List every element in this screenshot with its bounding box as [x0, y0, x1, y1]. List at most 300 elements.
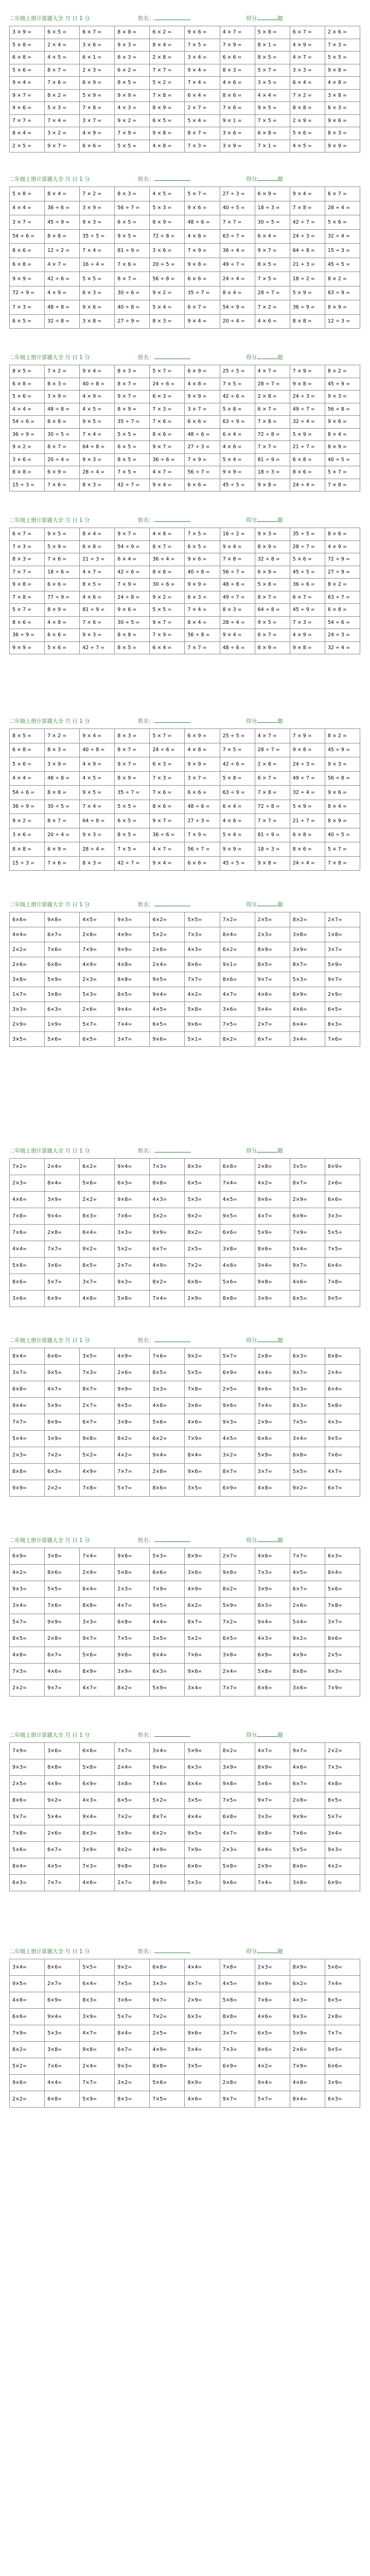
problem-cell[interactable]: 5 × 4 = [150, 300, 185, 315]
problem-cell[interactable]: 3×6= [150, 1858, 185, 1875]
problem-cell[interactable]: 4×6= [290, 1759, 325, 1776]
problem-cell[interactable]: 7×8= [325, 1274, 360, 1291]
problem-cell[interactable]: 3×9= [290, 942, 325, 957]
problem-cell[interactable]: 3×8= [220, 1241, 255, 1258]
problem-cell[interactable]: 2 × 8 = [255, 391, 290, 403]
problem-cell[interactable]: 8 × 7 = [255, 591, 290, 604]
problem-cell[interactable]: 6 × 4 = [255, 229, 290, 244]
problem-cell[interactable]: 2×3= [80, 972, 115, 987]
problem-cell[interactable]: 56 ÷ 7 = [220, 566, 255, 579]
problem-cell[interactable]: 5×6= [255, 1776, 290, 1792]
problem-cell[interactable]: 4×8= [220, 1258, 255, 1274]
problem-cell[interactable]: 9 × 5 = [45, 528, 80, 541]
problem-cell[interactable]: 7 × 6 = [45, 77, 80, 90]
problem-cell[interactable]: 8 × 3 = [45, 378, 80, 391]
problem-cell[interactable]: 7 × 9 = [185, 244, 220, 258]
problem-cell[interactable]: 8×9= [255, 1759, 290, 1776]
problem-cell[interactable]: 6×3= [115, 1175, 150, 1192]
problem-cell[interactable]: 8 × 8 = [45, 229, 80, 244]
problem-cell[interactable]: 5 × 9 = [290, 428, 325, 441]
problem-cell[interactable]: 8 × 6 = [150, 800, 185, 814]
problem-cell[interactable]: 7×7= [185, 972, 220, 987]
problem-cell[interactable]: 6 × 7 = [255, 403, 290, 416]
problem-cell[interactable]: 32 ÷ 4 = [325, 229, 360, 244]
problem-cell[interactable]: 35 ÷ 5 = [290, 528, 325, 541]
problem-cell[interactable]: 36 ÷ 4 = [220, 244, 255, 258]
problem-cell[interactable]: 8×4= [220, 927, 255, 942]
problem-cell[interactable]: 6 × 5 = [185, 540, 220, 553]
problem-cell[interactable]: 3×3= [255, 1809, 290, 1825]
problem-cell[interactable]: 4×9= [150, 2042, 185, 2058]
problem-cell[interactable]: 2×6= [290, 1598, 325, 1614]
problem-cell[interactable]: 9×6= [185, 1017, 220, 1032]
problem-cell[interactable]: 3×9= [80, 2009, 115, 2025]
problem-cell[interactable]: 8 × 3 = [115, 187, 150, 201]
problem-cell[interactable]: 6×5= [115, 1792, 150, 1809]
problem-cell[interactable]: 5×5= [185, 1365, 220, 1381]
problem-cell[interactable]: 6×5= [255, 2025, 290, 2042]
problem-cell[interactable]: 8×2= [290, 912, 325, 927]
problem-cell[interactable]: 2×9= [10, 1017, 45, 1032]
problem-cell[interactable]: 9 × 3 = [325, 757, 360, 772]
problem-cell[interactable]: 9 × 2 = [150, 591, 185, 604]
problem-cell[interactable]: 6×7= [325, 1480, 360, 1497]
problem-cell[interactable]: 5×4= [290, 1241, 325, 1258]
problem-cell[interactable]: 3×4= [290, 1431, 325, 1447]
problem-cell[interactable]: 7×3= [80, 1858, 115, 1875]
problem-cell[interactable]: 8 × 5 = [115, 77, 150, 90]
problem-cell[interactable]: 5×2= [150, 927, 185, 942]
problem-cell[interactable]: 8 × 7 = [185, 127, 220, 140]
problem-cell[interactable]: 8×3= [80, 1992, 115, 2009]
problem-cell[interactable]: 7 × 5 = [185, 39, 220, 52]
problem-cell[interactable]: 9×8= [45, 912, 80, 927]
problem-cell[interactable]: 8 × 9 = [255, 641, 290, 654]
problem-cell[interactable]: 6×6= [80, 1743, 115, 1759]
problem-cell[interactable]: 9 × 2 = [150, 286, 185, 300]
problem-cell[interactable]: 8 × 7 = [115, 272, 150, 286]
problem-cell[interactable]: 5 × 3 = [150, 201, 185, 215]
problem-cell[interactable]: 9 × 2 = [10, 814, 45, 828]
problem-cell[interactable]: 36 ÷ 9 = [10, 629, 45, 642]
problem-cell[interactable]: 7 × 5 = [185, 528, 220, 541]
problem-cell[interactable]: 3×6= [290, 1680, 325, 1697]
problem-cell[interactable]: 6×5= [290, 1291, 325, 1307]
problem-cell[interactable]: 6×8= [290, 1447, 325, 1464]
problem-cell[interactable]: 8×8= [220, 2009, 255, 2025]
problem-cell[interactable]: 9×9= [290, 1809, 325, 1825]
problem-cell[interactable]: 5×6= [325, 1581, 360, 1598]
score-field[interactable] [246, 1336, 283, 1344]
problem-cell[interactable]: 6×7= [290, 1581, 325, 1598]
problem-cell[interactable]: 5×2= [115, 1241, 150, 1258]
problem-cell[interactable]: 8×9= [80, 1664, 115, 1680]
problem-cell[interactable]: 48 ÷ 6 = [220, 641, 255, 654]
problem-cell[interactable]: 21 ÷ 7 = [290, 814, 325, 828]
problem-cell[interactable]: 6 × 8 = [10, 378, 45, 391]
problem-cell[interactable]: 6 × 9 = [80, 77, 115, 90]
problem-cell[interactable]: 3 × 7 = [10, 215, 45, 230]
problem-cell[interactable]: 2×8= [255, 1159, 290, 1175]
problem-cell[interactable]: 4 × 7 = [255, 729, 290, 743]
problem-cell[interactable]: 27 ÷ 3 = [185, 441, 220, 454]
problem-cell[interactable]: 9 × 7 = [10, 89, 45, 102]
problem-cell[interactable]: 28 ÷ 7 = [290, 540, 325, 553]
problem-cell[interactable]: 42 ÷ 7 = [80, 641, 115, 654]
problem-cell[interactable]: 8×3= [185, 1159, 220, 1175]
problem-cell[interactable]: 2×7= [115, 1875, 150, 1891]
problem-cell[interactable]: 5×8= [185, 1002, 220, 1017]
problem-cell[interactable]: 4×8= [80, 1291, 115, 1307]
problem-cell[interactable]: 6×4= [290, 1017, 325, 1032]
problem-cell[interactable]: 7 × 3 = [10, 540, 45, 553]
problem-cell[interactable]: 4×5= [150, 1002, 185, 1017]
problem-cell[interactable]: 7 × 5 = [220, 743, 255, 757]
problem-cell[interactable]: 3×8= [45, 987, 80, 1002]
problem-cell[interactable]: 20 ÷ 4 = [45, 828, 80, 842]
problem-cell[interactable]: 8×4= [115, 2025, 150, 2042]
problem-cell[interactable]: 3×7= [80, 1274, 115, 1291]
problem-cell[interactable]: 6 × 1 = [80, 52, 115, 64]
problem-cell[interactable]: 4 × 4 = [10, 201, 45, 215]
problem-cell[interactable]: 9×6= [150, 1032, 185, 1047]
problem-cell[interactable]: 5×7= [255, 2091, 290, 2108]
problem-cell[interactable]: 5×7= [325, 1809, 360, 1825]
problem-cell[interactable]: 9 × 9 = [220, 842, 255, 857]
problem-cell[interactable]: 6×9= [45, 1291, 80, 1307]
problem-cell[interactable]: 7 × 8 = [325, 479, 360, 492]
problem-cell[interactable]: 7 × 4 = [185, 604, 220, 617]
problem-cell[interactable]: 3 × 2 = [45, 127, 80, 140]
problem-cell[interactable]: 8 × 7 = [45, 441, 80, 454]
problem-cell[interactable]: 2×6= [45, 1825, 80, 1842]
problem-cell[interactable]: 7 × 2 = [45, 729, 80, 743]
problem-cell[interactable]: 4 × 5 = [80, 771, 115, 786]
problem-cell[interactable]: 7×9= [290, 1225, 325, 1241]
problem-cell[interactable]: 9 × 4 = [80, 365, 115, 378]
problem-cell[interactable]: 9×7= [150, 1992, 185, 2009]
problem-cell[interactable]: 9 × 3 = [80, 453, 115, 466]
problem-cell[interactable]: 9×2= [290, 1631, 325, 1647]
problem-cell[interactable]: 6 × 6 = [185, 479, 220, 492]
problem-cell[interactable]: 6×3= [325, 2091, 360, 2108]
problem-cell[interactable]: 27 ÷ 3 = [185, 814, 220, 828]
problem-cell[interactable]: 2×2= [10, 1680, 45, 1697]
problem-cell[interactable]: 2×8= [290, 1792, 325, 1809]
problem-cell[interactable]: 7×6= [45, 1598, 80, 1614]
problem-cell[interactable]: 30 ÷ 5 = [255, 215, 290, 230]
problem-cell[interactable]: 5 × 9 = [80, 89, 115, 102]
problem-cell[interactable]: 4×6= [255, 1548, 290, 1565]
problem-cell[interactable]: 4×8= [290, 2075, 325, 2091]
problem-cell[interactable]: 9 × 6 = [185, 201, 220, 215]
score-field[interactable] [246, 1947, 283, 1955]
problem-cell[interactable]: 3×5= [185, 1480, 220, 1497]
problem-cell[interactable]: 9 × 9 = [115, 89, 150, 102]
problem-cell[interactable]: 6 × 3 = [80, 286, 115, 300]
problem-cell[interactable]: 2×4= [150, 957, 185, 972]
problem-cell[interactable]: 36 ÷ 6 = [150, 828, 185, 842]
problem-cell[interactable]: 9 × 2 = [115, 114, 150, 127]
problem-cell[interactable]: 4 × 8 = [45, 616, 80, 629]
problem-cell[interactable]: 4×4= [10, 1241, 45, 1258]
problem-cell[interactable]: 7 × 6 = [220, 102, 255, 115]
problem-cell[interactable]: 5 × 4 = [220, 453, 255, 466]
problem-cell[interactable]: 3×9= [325, 2075, 360, 2091]
problem-cell[interactable]: 36 ÷ 9 = [10, 800, 45, 814]
problem-cell[interactable]: 24 ÷ 3 = [290, 391, 325, 403]
problem-cell[interactable]: 5 × 7 = [10, 604, 45, 617]
problem-cell[interactable]: 9×7= [80, 1631, 115, 1647]
problem-cell[interactable]: 4 × 7 = [150, 842, 185, 857]
problem-cell[interactable]: 21 ÷ 7 = [290, 441, 325, 454]
problem-cell[interactable]: 7 × 9 = [220, 39, 255, 52]
problem-cell[interactable]: 40 ÷ 8 = [80, 743, 115, 757]
problem-cell[interactable]: 7 × 6 = [80, 616, 115, 629]
problem-cell[interactable]: 6 × 9 = [185, 729, 220, 743]
problem-cell[interactable]: 9 × 8 = [10, 579, 45, 591]
problem-cell[interactable]: 7×7= [80, 2075, 115, 2091]
problem-cell[interactable]: 2×6= [115, 1365, 150, 1381]
problem-cell[interactable]: 9×7= [290, 1365, 325, 1381]
problem-cell[interactable]: 5×2= [80, 1447, 115, 1464]
problem-cell[interactable]: 72 ÷ 8 = [255, 800, 290, 814]
problem-cell[interactable]: 7 × 3 = [325, 39, 360, 52]
problem-cell[interactable]: 6×6= [255, 1431, 290, 1447]
problem-cell[interactable]: 5×1= [185, 1032, 220, 1047]
problem-cell[interactable]: 7×7= [290, 1548, 325, 1565]
problem-cell[interactable]: 7×2= [185, 1258, 220, 1274]
problem-cell[interactable]: 4 × 9 = [80, 127, 115, 140]
problem-cell[interactable]: 7 × 7 = [150, 64, 185, 77]
problem-cell[interactable]: 49 ÷ 7 = [290, 403, 325, 416]
problem-cell[interactable]: 42 ÷ 7 = [115, 479, 150, 492]
problem-cell[interactable]: 8×9= [185, 2075, 220, 2091]
problem-cell[interactable]: 7×9= [185, 1431, 220, 1447]
problem-cell[interactable]: 35 ÷ 5 = [80, 229, 115, 244]
problem-cell[interactable]: 4×3= [150, 1192, 185, 1208]
problem-cell[interactable]: 5 × 9 = [290, 800, 325, 814]
problem-cell[interactable]: 7 × 8 = [150, 89, 185, 102]
problem-cell[interactable]: 5 × 5 = [115, 140, 150, 152]
problem-cell[interactable]: 9×4= [150, 987, 185, 1002]
problem-cell[interactable]: 2×5= [255, 912, 290, 927]
problem-cell[interactable]: 8 × 8 = [115, 26, 150, 39]
problem-cell[interactable]: 6 × 8 = [290, 828, 325, 842]
problem-cell[interactable]: 7×8= [10, 1208, 45, 1225]
problem-cell[interactable]: 2×8= [255, 1348, 290, 1365]
problem-cell[interactable]: 2×8= [150, 942, 185, 957]
problem-cell[interactable]: 5×7= [115, 2009, 150, 2025]
problem-cell[interactable]: 9×4= [150, 1447, 185, 1464]
problem-cell[interactable]: 9×8= [80, 1431, 115, 1447]
problem-cell[interactable]: 5 × 3 = [45, 102, 80, 115]
problem-cell[interactable]: 6×7= [255, 1032, 290, 1047]
problem-cell[interactable]: 5×6= [80, 1175, 115, 1192]
problem-cell[interactable]: 24 ÷ 4 = [290, 856, 325, 871]
problem-cell[interactable]: 5 × 5 = [150, 604, 185, 617]
problem-cell[interactable]: 7 × 7 = [220, 215, 255, 230]
problem-cell[interactable]: 6×4= [80, 1225, 115, 1241]
problem-cell[interactable]: 7 × 4 = [80, 244, 115, 258]
problem-cell[interactable]: 8×6= [290, 1858, 325, 1875]
problem-cell[interactable]: 21 ÷ 3 = [290, 258, 325, 272]
problem-cell[interactable]: 8 × 4 = [185, 616, 220, 629]
problem-cell[interactable]: 6 × 5 = [115, 215, 150, 230]
problem-cell[interactable]: 2×6= [80, 1002, 115, 1017]
problem-cell[interactable]: 7×6= [45, 942, 80, 957]
problem-cell[interactable]: 9×3= [10, 1759, 45, 1776]
problem-cell[interactable]: 7 × 5 = [255, 114, 290, 127]
problem-cell[interactable]: 35 ÷ 7 = [115, 416, 150, 429]
problem-cell[interactable]: 5×9= [185, 1743, 220, 1759]
problem-cell[interactable]: 4×2= [185, 987, 220, 1002]
problem-cell[interactable]: 8×9= [255, 942, 290, 957]
problem-cell[interactable]: 8 × 6 = [150, 428, 185, 441]
problem-cell[interactable]: 7×3= [10, 1664, 45, 1680]
problem-cell[interactable]: 3 × 3 = [290, 64, 325, 77]
problem-cell[interactable]: 7×8= [325, 1598, 360, 1614]
problem-cell[interactable]: 3×8= [115, 1414, 150, 1431]
problem-cell[interactable]: 9×2= [45, 1792, 80, 1809]
problem-cell[interactable]: 6×4= [325, 1381, 360, 1398]
problem-cell[interactable]: 72 ÷ 9 = [10, 286, 45, 300]
problem-cell[interactable]: 8 × 2 = [325, 365, 360, 378]
problem-cell[interactable]: 54 ÷ 9 = [220, 300, 255, 315]
problem-cell[interactable]: 9 × 4 = [10, 77, 45, 90]
problem-cell[interactable]: 2×7= [45, 1976, 80, 1992]
problem-cell[interactable]: 3×8= [45, 1548, 80, 1565]
problem-cell[interactable]: 56 ÷ 7 = [185, 842, 220, 857]
problem-cell[interactable]: 6×9= [220, 2058, 255, 2075]
problem-cell[interactable]: 40 ÷ 8 = [115, 300, 150, 315]
problem-cell[interactable]: 28 ÷ 7 = [255, 378, 290, 391]
problem-cell[interactable]: 7 × 3 = [150, 771, 185, 786]
problem-cell[interactable]: 9×4= [80, 1809, 115, 1825]
problem-cell[interactable]: 3×7= [115, 1032, 150, 1047]
problem-cell[interactable]: 8 × 4 = [325, 428, 360, 441]
problem-cell[interactable]: 35 ÷ 7 = [115, 786, 150, 800]
problem-cell[interactable]: 8 × 5 = [255, 258, 290, 272]
problem-cell[interactable]: 2×7= [255, 1017, 290, 1032]
problem-cell[interactable]: 36 ÷ 9 = [10, 428, 45, 441]
problem-cell[interactable]: 30 ÷ 5 = [115, 616, 150, 629]
problem-cell[interactable]: 54 ÷ 6 = [10, 416, 45, 429]
score-field[interactable] [246, 14, 283, 22]
score-field[interactable] [246, 353, 283, 361]
problem-cell[interactable]: 64 ÷ 8 = [255, 604, 290, 617]
score-field[interactable] [246, 175, 283, 183]
score-field[interactable] [246, 1147, 283, 1155]
problem-cell[interactable]: 7 × 3 = [290, 616, 325, 629]
problem-cell[interactable]: 8 × 2 = [45, 89, 80, 102]
problem-cell[interactable]: 18 ÷ 3 = [255, 466, 290, 479]
problem-cell[interactable]: 9 × 8 = [255, 479, 290, 492]
score-field[interactable] [246, 901, 283, 908]
problem-cell[interactable]: 7×6= [150, 1348, 185, 1365]
problem-cell[interactable]: 9×8= [115, 1192, 150, 1208]
problem-cell[interactable]: 7 × 8 = [290, 201, 325, 215]
problem-cell[interactable]: 7×5= [220, 1017, 255, 1032]
problem-cell[interactable]: 4 × 6 = [10, 102, 45, 115]
problem-cell[interactable]: 8×6= [255, 1241, 290, 1258]
problem-cell[interactable]: 8 × 5 = [115, 453, 150, 466]
problem-cell[interactable]: 8 × 4 = [325, 800, 360, 814]
problem-cell[interactable]: 7×4= [325, 1976, 360, 1992]
problem-cell[interactable]: 4×5= [220, 1976, 255, 1992]
problem-cell[interactable]: 7×8= [10, 1825, 45, 1842]
problem-cell[interactable]: 4×2= [255, 2058, 290, 2075]
problem-cell[interactable]: 4×4= [45, 2075, 80, 2091]
problem-cell[interactable]: 6 × 3 = [150, 757, 185, 772]
problem-cell[interactable]: 3×4= [150, 1743, 185, 1759]
problem-cell[interactable]: 4 × 4 = [255, 89, 290, 102]
problem-cell[interactable]: 4×7= [220, 987, 255, 1002]
problem-cell[interactable]: 2×7= [115, 1258, 150, 1274]
problem-cell[interactable]: 36 ÷ 6 = [150, 453, 185, 466]
problem-cell[interactable]: 3×2= [115, 2075, 150, 2091]
problem-cell[interactable]: 4×4= [150, 1614, 185, 1631]
problem-cell[interactable]: 7×5= [290, 1414, 325, 1431]
problem-cell[interactable]: 8×6= [10, 1274, 45, 1291]
problem-cell[interactable]: 7×2= [10, 1159, 45, 1175]
problem-cell[interactable]: 4×5= [80, 912, 115, 927]
problem-cell[interactable]: 3×4= [255, 1258, 290, 1274]
problem-cell[interactable]: 2×5= [220, 1381, 255, 1398]
problem-cell[interactable]: 4×5= [290, 1565, 325, 1581]
problem-cell[interactable]: 7×2= [115, 1809, 150, 1825]
problem-cell[interactable]: 8×7= [150, 1809, 185, 1825]
problem-cell[interactable]: 5×6= [80, 1647, 115, 1664]
name-field[interactable] [138, 14, 246, 22]
problem-cell[interactable]: 5×7= [220, 1348, 255, 1365]
problem-cell[interactable]: 5×9= [220, 1598, 255, 1614]
problem-cell[interactable]: 9 × 6 = [325, 114, 360, 127]
problem-cell[interactable]: 3×6= [45, 1743, 80, 1759]
problem-cell[interactable]: 5 × 5 = [325, 52, 360, 64]
problem-cell[interactable]: 24 ÷ 3 = [290, 757, 325, 772]
problem-cell[interactable]: 6×8= [10, 1381, 45, 1398]
problem-cell[interactable]: 2×5= [185, 1241, 220, 1258]
problem-cell[interactable]: 8×3= [115, 2091, 150, 2108]
problem-cell[interactable]: 9×5= [325, 2042, 360, 2058]
problem-cell[interactable]: 3 × 6 = [80, 39, 115, 52]
problem-cell[interactable]: 5 × 6 = [290, 127, 325, 140]
problem-cell[interactable]: 8 × 8 = [150, 566, 185, 579]
problem-cell[interactable]: 4×3= [80, 1792, 115, 1809]
problem-cell[interactable]: 9×4= [115, 1002, 150, 1017]
problem-cell[interactable]: 5×2= [185, 1631, 220, 1647]
score-field[interactable] [246, 717, 283, 725]
problem-cell[interactable]: 5×9= [115, 1825, 150, 1842]
problem-cell[interactable]: 7 × 9 = [115, 579, 150, 591]
problem-cell[interactable]: 3 × 6 = [220, 127, 255, 140]
problem-cell[interactable]: 64 ÷ 8 = [80, 441, 115, 454]
problem-cell[interactable]: 8 × 4 = [10, 127, 45, 140]
problem-cell[interactable]: 6×9= [80, 1776, 115, 1792]
problem-cell[interactable]: 4×8= [150, 1398, 185, 1414]
problem-cell[interactable]: 3 × 7 = [80, 114, 115, 127]
problem-cell[interactable]: 9×8= [220, 1565, 255, 1581]
problem-cell[interactable]: 9 × 3 = [80, 828, 115, 842]
problem-cell[interactable]: 8×7= [220, 1464, 255, 1480]
problem-cell[interactable]: 21 ÷ 3 = [80, 553, 115, 566]
problem-cell[interactable]: 3×7= [10, 1365, 45, 1381]
problem-cell[interactable]: 2×2= [45, 1480, 80, 1497]
problem-cell[interactable]: 8×8= [150, 2058, 185, 2075]
problem-cell[interactable]: 7×6= [45, 2058, 80, 2075]
problem-cell[interactable]: 9 × 5 = [255, 102, 290, 115]
